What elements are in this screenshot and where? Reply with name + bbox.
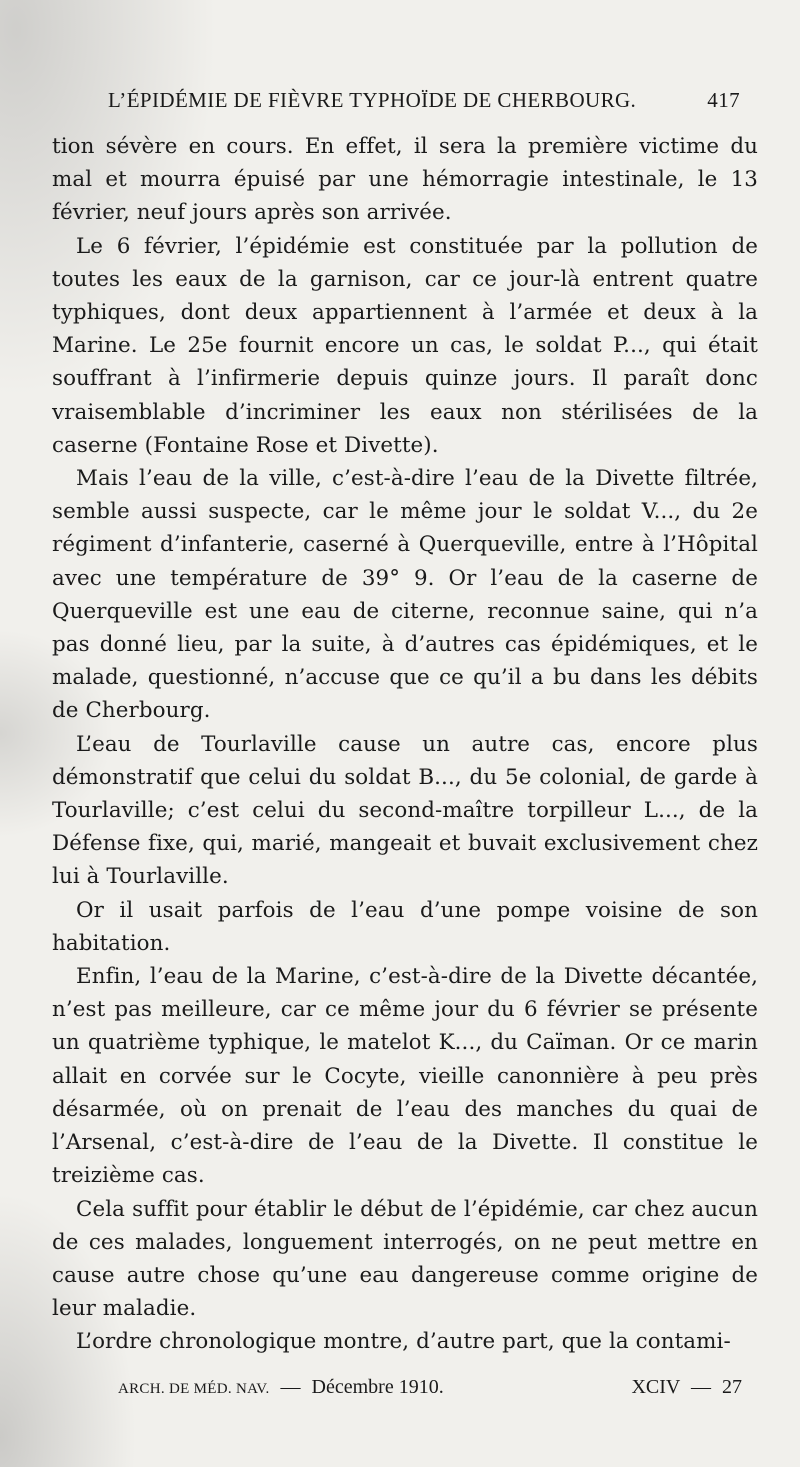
journal-abbreviation: ARCH. DE MÉD. NAV. [118,1381,270,1397]
footer-dash: — [691,1376,711,1398]
paragraph: L’ordre chronologique montre, d’autre part, que la contami- [76,1329,731,1355]
page-number: 417 [707,88,740,112]
paragraph: Le 6 février, l’épidémie est constituée par la pollution de toutes les eaux de la garnison, car ce jour-là entrent quatre typhiques, dont deux appartiennent à l’armée et deux à la Marine. Le 25e fournit encore un cas, le soldat P..., qui était souffrant à l’infirmerie depuis quinze jours. Il paraît donc vraisemblable d’incriminer les eaux non stérilisées de la caserne (Fontaine Rose et Divette). [52,233,758,458]
issue-date: Décembre 1910. [311,1376,444,1398]
paragraph: Cela suffit pour établir le début de l’épidémie, car chez aucun de ces malades, longuement interrogés, on ne peut mettre en cause autre chose qu’une eau dangereuse comme origine de leur maladie. [52,1196,758,1322]
running-title: L’ÉPIDÉMIE DE FIÈVRE TYPHOÏDE DE CHERBOURG. [108,88,637,112]
paragraph: Or il usait parfois de l’eau d’une pompe voisine de son habitation. [52,897,758,956]
paragraph: Enfin, l’eau de la Marine, c’est-à-dire de la Divette décantée, n’est pas meilleure, car ce même jour du 6 février se présente un quatrième typhique, le matelot K..., du Caïman. Or ce marin allait en corvée sur le Cocyte, vieille canonnière à peu près désarmée, où on prenait de l’eau des manches du quai de l’Arsenal, c’est-à-dire de l’eau de la Divette. Il constitue le treizième cas. [52,964,758,1189]
running-header [108,88,740,118]
paragraph-continuation: tion sévère en cours. En effet, il sera la première victime du mal et mourra épuisé par une hémorragie intestinale, le 13 février, neuf jours après son arrivée. [52,134,758,226]
paragraph: L’eau de Tourlaville cause un autre cas, encore plus démonstratif que celui du soldat B..., du 5e colonial, de garde à Tourlaville; c’est celui du second-maître torpilleur L..., de la Défense fixe, qui, marié, mangeait et buvait exclusivement chez lui à Tourlaville. [52,731,758,890]
footer-citation [118,1376,444,1399]
footer-dash: — [280,1376,301,1398]
sheet-number: 27 [722,1376,742,1398]
volume-number: XCIV [631,1376,680,1398]
page-footer [118,1376,742,1406]
paragraph: Mais l’eau de la ville, c’est-à-dire l’eau de la Divette filtrée, semble aussi suspecte, car le même jour le soldat V..., du 2e régiment d’infanterie, caserné à Querqueville, entre à l’Hôpital avec une température de 39° 9. Or l’eau de la caserne de Querqueville est une eau de citerne, reconnue saine, qui n’a pas donné lieu, par la suite, à d’autres cas épidémiques, et le malade, questionné, n’accuse que ce qu’il a bu dans les débits de Cherbourg. [52,466,758,724]
body-text [52,130,758,1359]
footer-signature [631,1376,742,1399]
